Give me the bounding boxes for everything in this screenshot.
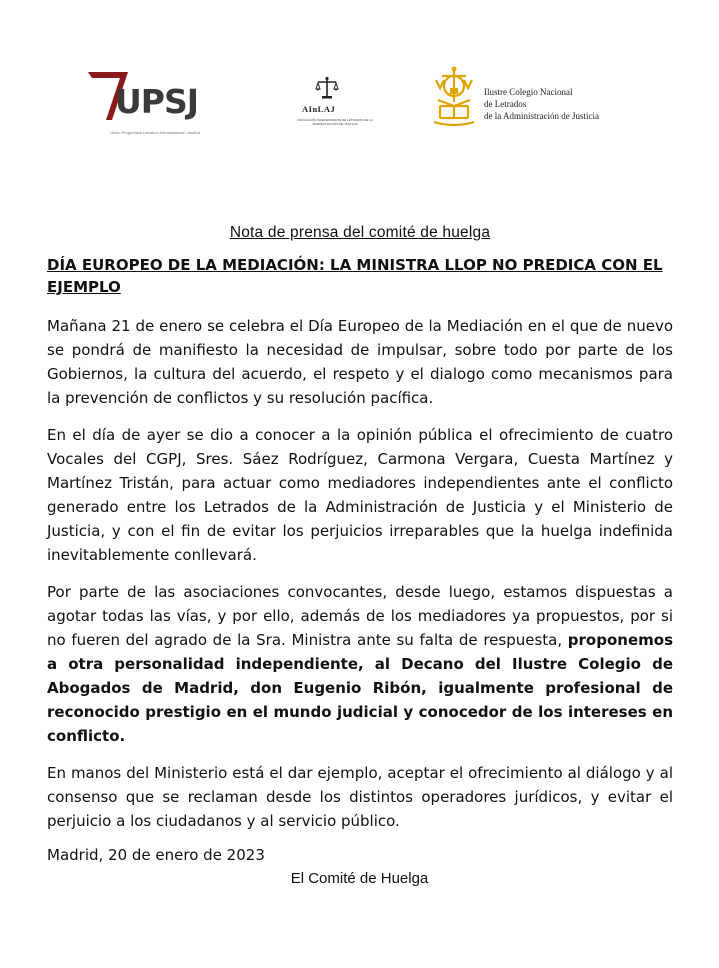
header-logos <box>0 62 719 142</box>
paragraph-2: En el día de ayer se dio a conocer a la opinión pública el ofrecimiento de cuatro Vocales del CGPJ, Sres. Sáez Rodríguez, Carmona Vergara, Cuesta Martínez y Martínez Tristán, para actuar como mediadores independientes ante el conflicto generado entre los Letrados de la Administración de Justicia y el Ministerio de Justicia, y con el fin de evitar los perjuicios irreparables que la huelga indefinida inevitablemente conllevará. <box>47 426 673 564</box>
ainlaj-subtitle: ASOCIACIÓN INDEPENDIENTE DE LETRADOS DE LA ADMINISTRACIÓN DE JUSTICIA <box>297 118 373 126</box>
paragraph-4: En manos del Ministerio está el dar ejemplo, aceptar el ofrecimiento al diálogo y al consenso que se reclaman desde los distintos operadores jurídicos, y evitar el perjuicio a los ciudadanos y al servicio público. <box>47 764 673 830</box>
press-note-title: Nota de prensa del comité de huelga <box>229 224 491 241</box>
paragraph-3-text: Por parte de las asociaciones convocantes, desde luego, estamos dispuestas a agotar todas las vías, y por ello, además de los mediadores ya propuestos, por si no fueren del agrado de la Sra. Ministra ante su falta de respuesta, <box>47 583 673 649</box>
colegio-name-line3: de la Administración de Justicia <box>484 111 599 121</box>
colegio-logo <box>428 66 628 132</box>
paragraph-3-bold-text: proponemos a otra personalidad independiente, al Decano del Ilustre Colegio de Abogados de Madrid, don Eugenio Ribón, igualmente profesional de reconocido prestigio en el mundo judicial y conocedor de los intereses en conflicto. <box>47 631 673 745</box>
signature: El Comité de Huelga <box>290 870 429 887</box>
upsj-subtitle: Unión Progresista Letrados Administración Justicia <box>110 130 201 135</box>
ainlaj-logo <box>296 72 376 132</box>
scales-of-justice-icon <box>315 76 339 100</box>
date-line: Madrid, 20 de enero de 2023 <box>47 846 265 864</box>
upsj-name: UPSJ <box>115 82 199 121</box>
upsj-logo <box>88 70 208 135</box>
ainlaj-name: AInLAJ <box>302 104 336 114</box>
colegio-name-line2: de Letrados <box>484 99 527 109</box>
colegio-name-line1: Ilustre Colegio Nacional <box>484 87 573 97</box>
colegio-name <box>484 86 599 122</box>
colegio-crest-icon <box>428 66 480 128</box>
paragraph-3 <box>47 580 673 748</box>
press-release-body <box>47 224 673 864</box>
paragraph-1: Mañana 21 de enero se celebra el Día Europeo de la Mediación en el que de nuevo se pondrá de manifiesto la necesidad de impulsar, sobre todo por parte de los Gobiernos, la cultura del acuerdo, el respeto y el dialogo como mecanismos para la prevención de conflictos y su resolución pacífica. <box>47 317 673 407</box>
headline: DÍA EUROPEO DE LA MEDIACIÓN: LA MINISTRA LLOP NO PREDICA CON EL EJEMPLO <box>47 256 663 296</box>
